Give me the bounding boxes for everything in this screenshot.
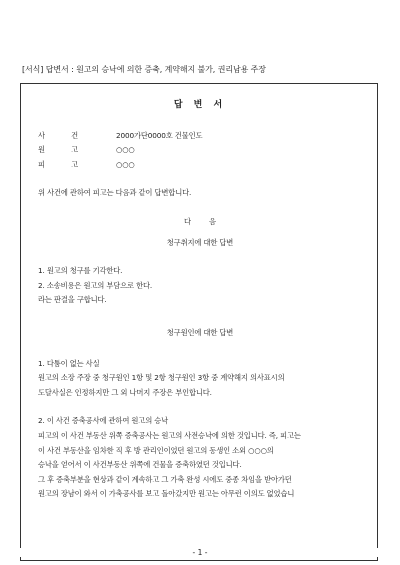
party-row-defendant <box>38 158 362 173</box>
document-body <box>38 92 362 502</box>
claim-cause-heading: 청구원인에 대한 답변 <box>166 327 234 337</box>
intro-text: 위 사건에 관하여 피고는 다음과 같이 답변합니다. <box>38 188 192 198</box>
plaintiff-name: ○○○ <box>116 145 135 155</box>
paragraph-line: 원고의 소장 주장 중 청구원인 1항 및 2항 청구원인 3항 중 계약해지 의사표시의 <box>38 373 285 383</box>
party-row-plaintiff <box>38 143 362 158</box>
party-label-char: 피 <box>38 159 45 169</box>
paragraph-line: 승낙을 얻어서 이 사건부동산 위쪽에 건물을 증축하였던 것입니다. <box>38 460 242 470</box>
claim-closing: 라는 판결을 구합니다. <box>38 295 107 305</box>
party-label-char: 사 <box>38 130 45 140</box>
paragraph-line: 도달사실은 인정하지만 그 외 나머지 주장은 부인합니다. <box>38 387 212 397</box>
party-list <box>38 129 362 173</box>
subsection-heading: 1. 다툼이 없는 사실 <box>38 358 100 368</box>
claim-item: 2. 소송비용은 원고의 부담으로 한다. <box>38 280 153 290</box>
party-label-char: 고 <box>71 159 78 169</box>
document-title: 답 변 서 <box>173 100 227 110</box>
claim-purpose-heading: 청구취지에 대한 답변 <box>166 237 234 247</box>
subsection-heading: 2. 이 사건 증축공사에 관하여 원고의 승낙 <box>38 416 169 426</box>
defendant-name: ○○○ <box>116 159 135 169</box>
party-label-char: 원 <box>38 145 45 155</box>
paragraph-line: 원고의 장남이 와서 이 가축공사를 보고 돌아갔지만 원고는 아무런 이의도 없었습니 <box>38 489 295 499</box>
party-label-char: 건 <box>71 130 78 140</box>
document-header: [서식] 답변서 : 원고의 승낙에 의한 증축, 계약해지 불가, 권리남용 주장 <box>22 65 266 74</box>
case-number: 2000가단0000호 건물인도 <box>116 130 203 140</box>
paragraph-line: 피고의 이 사건 부동산 위쪽 증축공사는 원고의 사전승낙에 의한 것입니다. 즉, 피고는 <box>38 430 301 440</box>
da-eum-heading: 다음 <box>183 216 235 226</box>
paragraph-line: 이 사건 부동산을 임차한 직 후 방 관리인이었던 원고의 동생인 소외 ○○○의 <box>38 445 274 455</box>
page-number: - 1 - <box>0 548 400 557</box>
party-label-char: 고 <box>71 145 78 155</box>
claim-item: 1. 원고의 청구를 기각한다. <box>38 266 123 276</box>
paragraph-line: 그 후 증축부분을 현상과 같이 계속하고 그 가축 완성 시에도 중종 차임을 받아가던 <box>38 474 292 484</box>
party-row-case <box>38 129 362 144</box>
